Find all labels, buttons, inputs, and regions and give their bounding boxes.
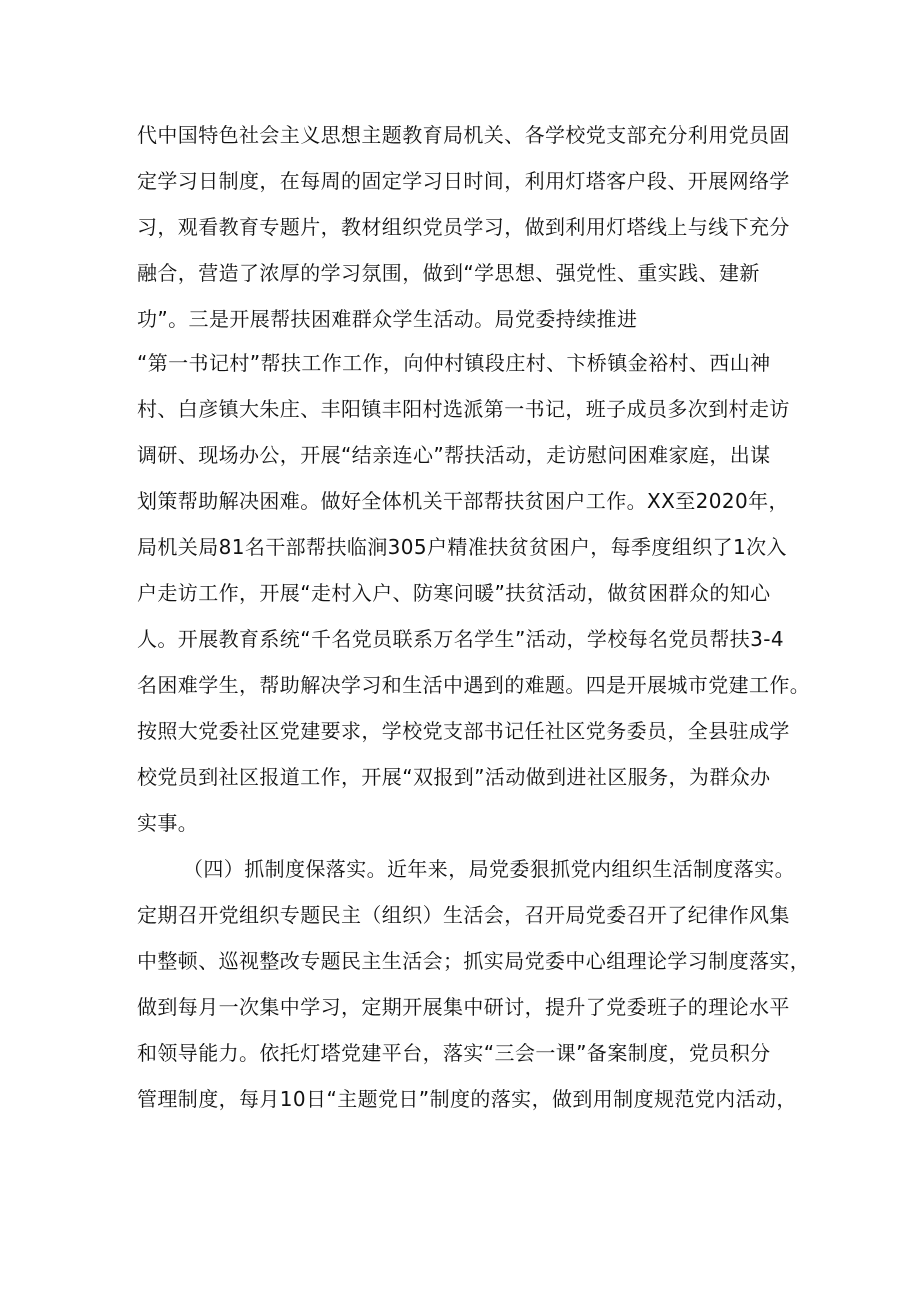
text-line: 调研、现场办公，开展“结亲连心”帮扶活动，走访慰问困难家庭，出谋: [137, 443, 771, 467]
text-line: “第一书记村”帮扶工作工作，向仲村镇段庄村、卞桥镇金裕村、西山神: [137, 351, 771, 375]
text-line: 做到每月一次集中学习，定期开展集中研讨，提升了党委班子的理论水平: [137, 995, 790, 1019]
text-line: 实事。: [137, 811, 199, 835]
text-line: 按照大党委社区党建要求，学校党支部书记任社区党务委员，全县驻成学: [137, 719, 790, 743]
text-line: 管理制度，每月10日“主题党日”制度的落实，做到用制度规范党内活动，: [137, 1087, 797, 1111]
text-line: 划策帮助解决困难。做好全体机关干部帮扶贫困户工作。XX至2020年，: [137, 489, 789, 513]
text-line: 功”。三是开展帮扶困难群众学生活动。局党委持续推进: [137, 307, 638, 331]
text-line: 融合，营造了浓厚的学习氛围，做到“学思想、强党性、重实践、建新: [137, 261, 760, 285]
text-line: 代中国特色社会主义思想主题教育局机关、各学校党支部充分利用党员固: [137, 123, 790, 147]
text-line: 和领导能力。依托灯塔党建平台，落实“三会一课”备案制度，党员积分: [137, 1041, 771, 1065]
text-line: 习，观看教育专题片，教材组织党员学习，做到利用灯塔线上与线下充分: [137, 215, 790, 239]
text-line: 名困难学生，帮助解决学习和生活中遇到的难题。四是开展城市党建工作。: [137, 673, 811, 697]
text-line: 定学习日制度，在每周的固定学习日时间，利用灯塔客户段、开展网络学: [137, 169, 790, 193]
text-line: 局机关局81名干部帮扶临涧305户精准扶贫贫困户，每季度组织了1次入: [137, 535, 787, 559]
text-line: 定期召开党组织专题民主（组织）生活会，召开局党委召开了纪律作风集: [137, 903, 790, 927]
text-line: 户走访工作，开展“走村入户、防寒问暖”扶贫活动，做贫困群众的知心: [137, 581, 771, 605]
text-line: 校党员到社区报道工作，开展“双报到”活动做到进社区服务，为群众办: [137, 765, 771, 789]
text-line: 中整顿、巡视整改专题民主生活会；抓实局党委中心组理论学习制度落实，: [137, 949, 811, 973]
paragraph-first-line: （四）抓制度保落实。近年来，局党委狠抓党内组织生活制度落实。: [183, 857, 795, 881]
text-line: 人。开展教育系统“千名党员联系万名学生”活动，学校每名党员帮扶3-4: [137, 627, 784, 651]
text-line: 村、白彦镇大朱庄、丰阳镇丰阳村选派第一书记，班子成员多次到村走访: [137, 397, 790, 421]
